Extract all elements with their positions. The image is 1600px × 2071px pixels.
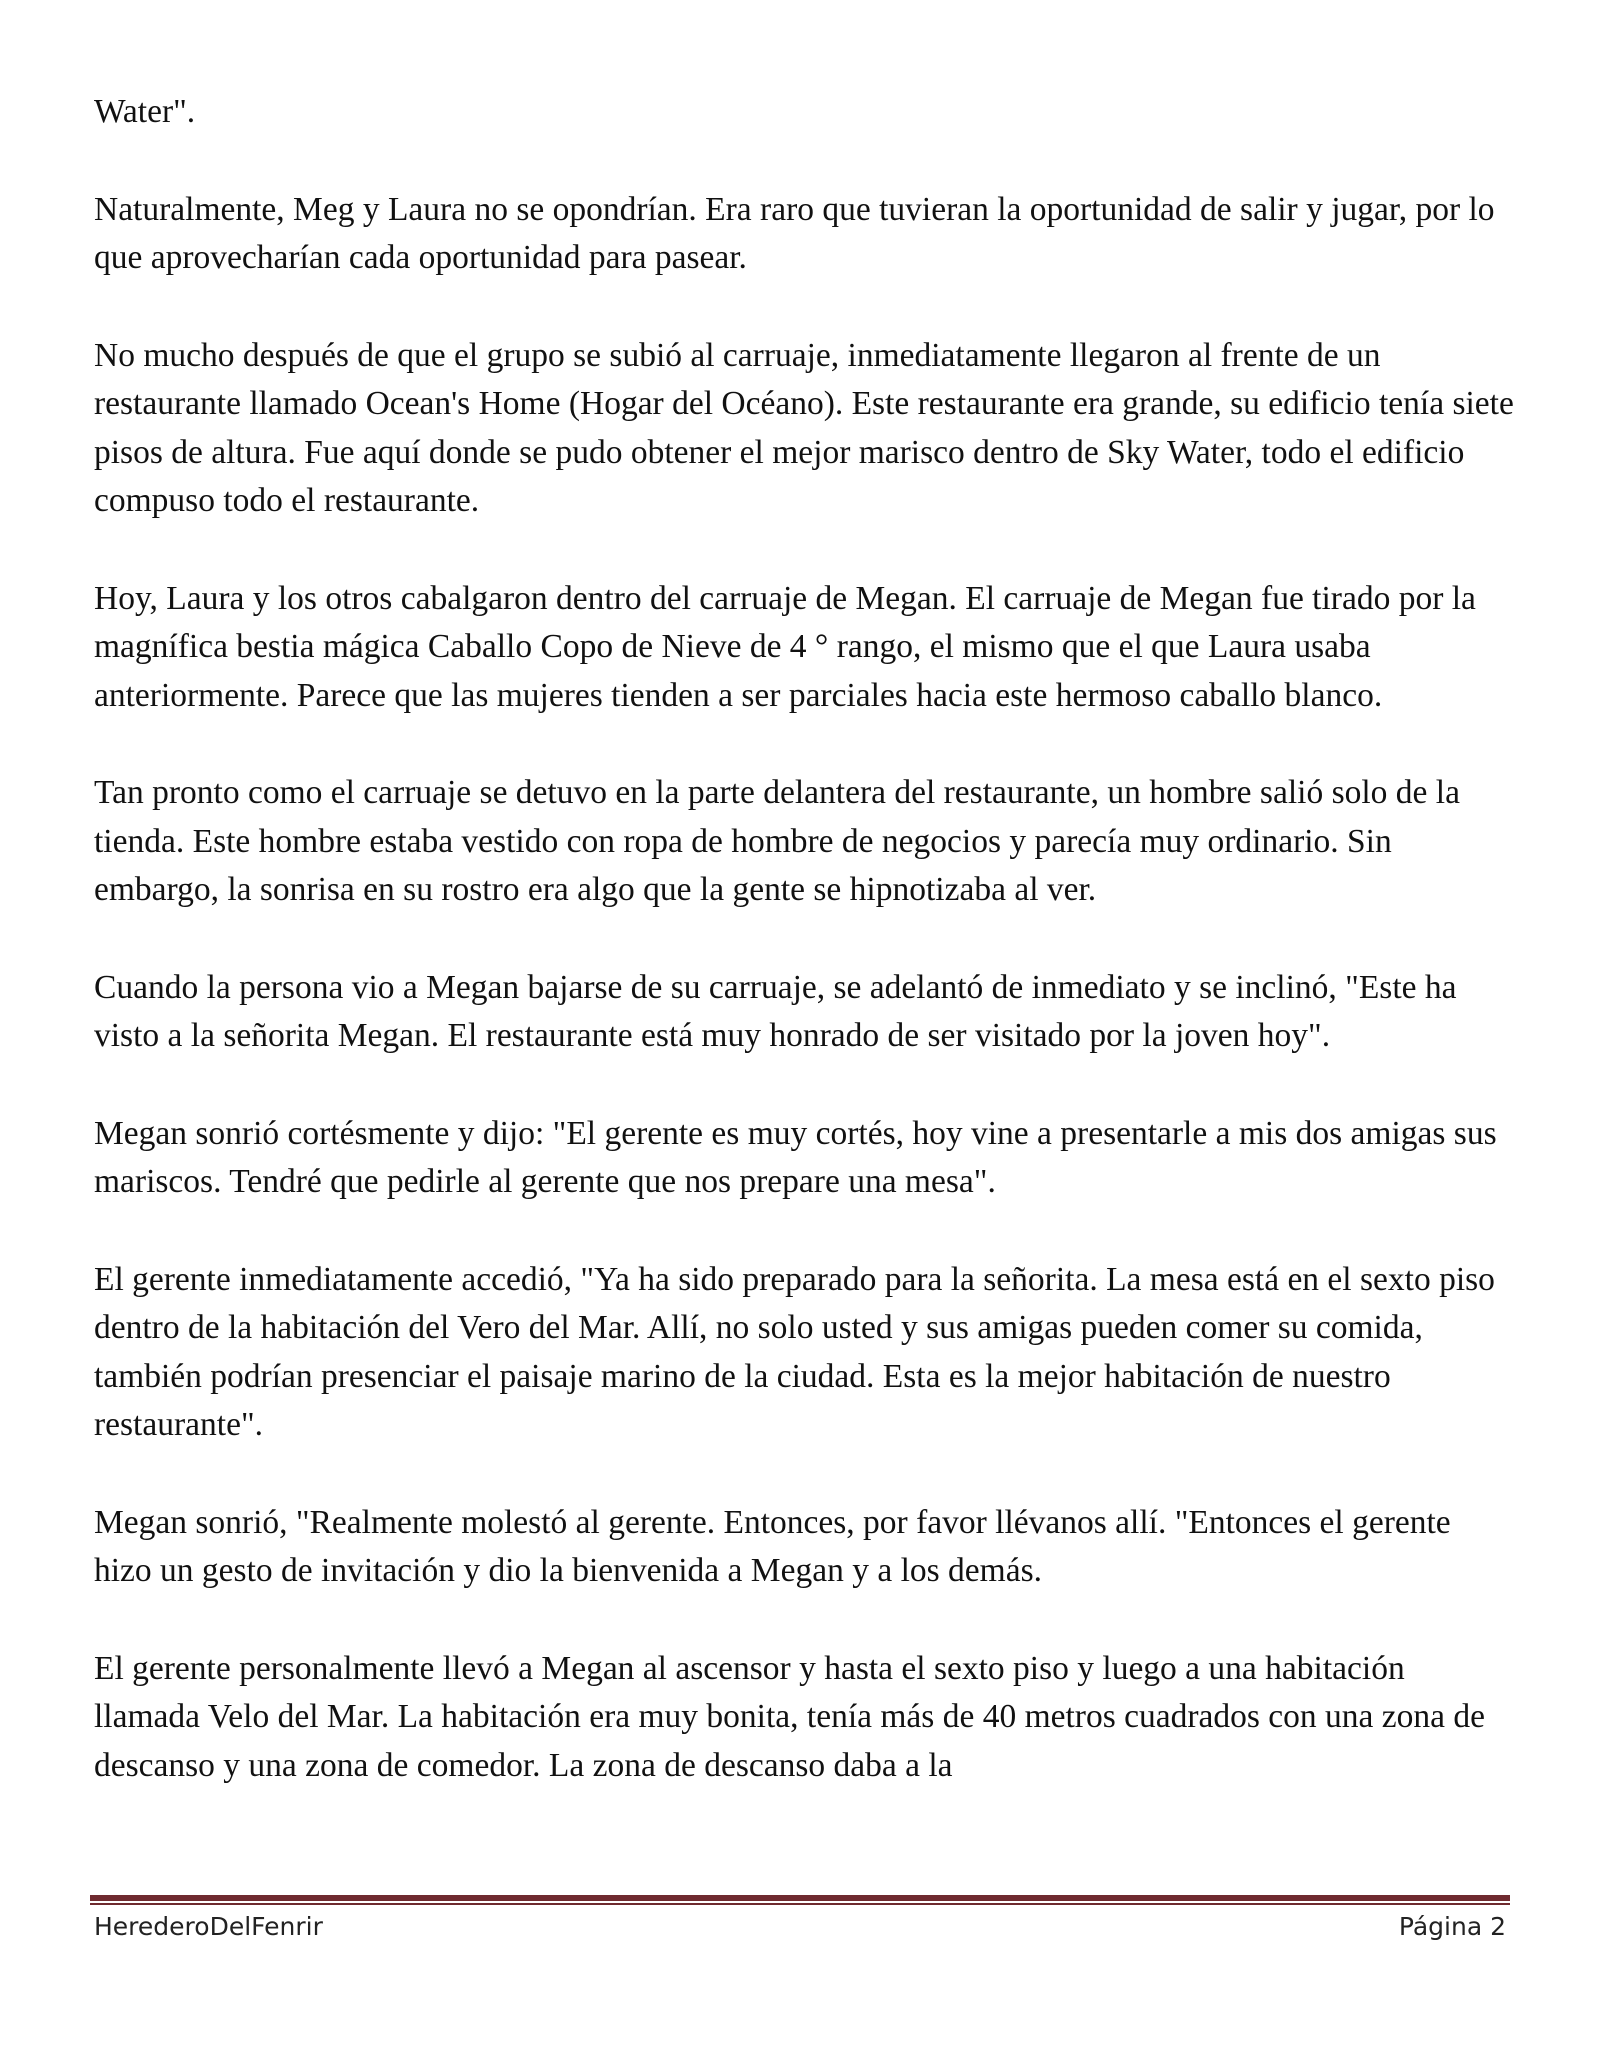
paragraph: Tan pronto como el carruaje se detuvo en la parte delantera del restaurante, un hombre salió solo de la tienda. Este hombre estaba vestido con ropa de hombre de negocios y parecía muy ordinario. Sin embargo, la sonrisa en su rostro era algo que la gente se hipnotizaba al ver. (94, 774, 1460, 908)
footer-divider (90, 1895, 1510, 1905)
paragraph: El gerente personalmente llevó a Megan al ascensor y hasta el sexto piso y luego a una habitación llamada Velo del Mar. La habitación era muy bonita, tenía más de 40 metros cuadrados con una zona de descanso y una zona de comedor. La zona de descanso daba a la (94, 1649, 1486, 1784)
document-body (94, 88, 1514, 1839)
paragraph: Naturalmente, Meg y Laura no se opondrían. Era raro que tuvieran la oportunidad de salir y jugar, por lo que aprovecharían cada oportunidad para pasear. (94, 190, 1495, 276)
footer-divider-thin (90, 1903, 1510, 1905)
paragraph: Megan sonrió, "Realmente molestó al gerente. Entonces, por favor llévanos allí. "Entonces el gerente hizo un gesto de invitación y dio la bienvenida a Megan y a los demás. (94, 1503, 1451, 1589)
footer-page-number: Página 2 (1398, 1912, 1506, 1941)
paragraph: El gerente inmediatamente accedió, "Ya ha sido preparado para la señorita. La mesa está en el sexto piso dentro de la habitación del Vero del Mar. Allí, no solo usted y sus amigas pueden comer su comida, también podrían presenciar el paisaje marino de la ciudad. Esta es la mejor habitación de nuestro restaurante". (94, 1260, 1495, 1443)
paragraph: Cuando la persona vio a Megan bajarse de su carruaje, se adelantó de inmediato y se inclinó, "Este ha visto a la señorita Megan. El restaurante está muy honrado de ser visitado por la joven hoy". (94, 968, 1457, 1054)
paragraph: Hoy, Laura y los otros cabalgaron dentro del carruaje de Megan. El carruaje de Megan fue tirado por la magnífica bestia mágica Caballo Copo de Nieve de 4 ° rango, el mismo que el que Laura usaba anteriormente. Parece que las mujeres tienden a ser parciales hacia este hermoso caballo blanco. (94, 579, 1476, 714)
paragraph: Water". (94, 93, 196, 130)
paragraph: No mucho después de que el grupo se subió al carruaje, inmediatamente llegaron al frente de un restaurante llamado Ocean's Home (Hogar del Océano). Este restaurante era grande, su edificio tenía siete pisos de altura. Fue aquí donde se pudo obtener el mejor marisco dentro de Sky Water, todo el edificio compuso todo el restaurante. (94, 336, 1514, 519)
page-footer (94, 1912, 1506, 1941)
paragraph: Megan sonrió cortésmente y dijo: "El gerente es muy cortés, hoy vine a presentarle a mis dos amigas sus mariscos. Tendré que pedirle al gerente que nos prepare una mesa". (94, 1114, 1497, 1200)
footer-divider-thick (90, 1895, 1510, 1901)
footer-author: HerederoDelFenrir (94, 1912, 323, 1941)
